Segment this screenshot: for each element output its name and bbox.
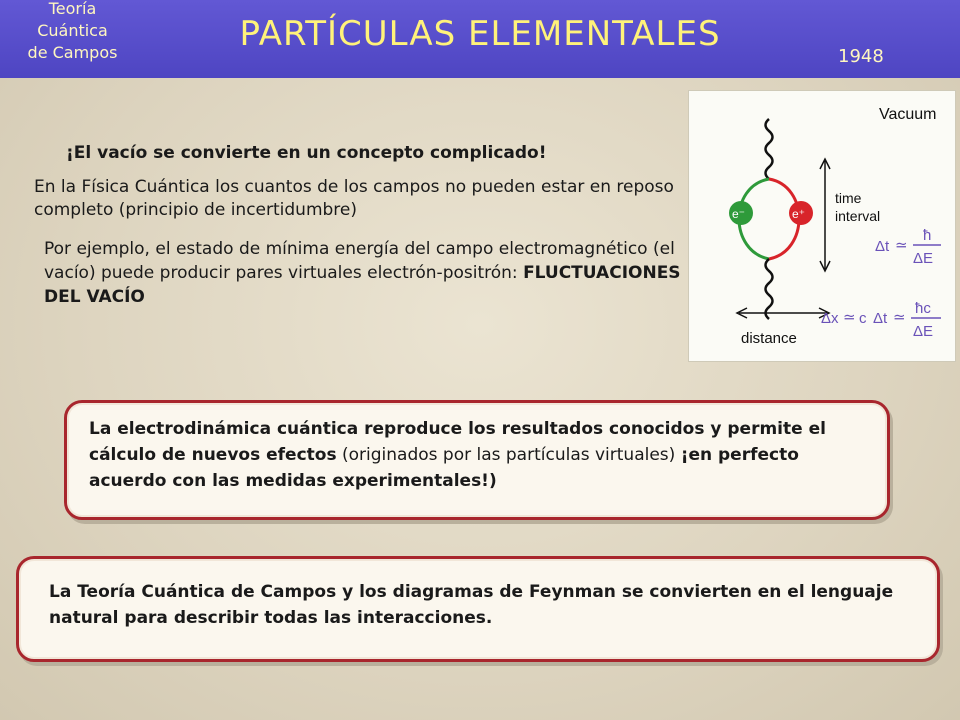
positron-label: e⁺ — [792, 207, 806, 221]
electron-label: e⁻ — [732, 207, 746, 221]
formula2-approx: ≃ — [843, 309, 856, 326]
formula2-delta-t: Δt — [873, 310, 888, 327]
intro-paragraph-2-text: Por ejemplo, el estado de mínima energía del campo electromagnético (el vacío) puede producir pares virtuales electrón-positrón: — [44, 239, 675, 283]
formula2-delta-e: ΔE — [913, 323, 934, 340]
vacuum-fluctuation-figure — [688, 90, 956, 362]
distance-label: distance — [741, 330, 797, 347]
formula2-approx-2: ≃ — [893, 309, 906, 326]
qed-result-bold-1: La electrodinámica cuántica reproduce los resultados conocidos y permite el cálculo de nuevos efectos — [89, 419, 826, 465]
formula1-delta-e: ΔE — [913, 250, 934, 267]
qed-result-text — [89, 416, 879, 494]
qed-result-bold-2: ¡en perfecto acuerdo con las medidas experimentales!) — [89, 445, 799, 491]
qft-language-box — [16, 556, 940, 662]
photon-top-wave — [766, 119, 773, 179]
formula1-hbar: ħ — [923, 227, 932, 244]
formula2-delta-x: Δx — [821, 310, 839, 327]
intro-paragraph-1: En la Física Cuántica los cuantos de los campos no pueden estar en reposo completo (principio de incertidumbre) — [34, 177, 674, 220]
qed-result-box — [64, 400, 890, 520]
page-title: PARTÍCULAS ELEMENTALES — [239, 14, 721, 54]
formula1-delta-t: Δt — [875, 238, 890, 255]
header-bar — [0, 0, 960, 78]
header-subject-line: Cuántica — [37, 21, 108, 40]
header-subject-line: Teoría — [48, 0, 97, 18]
time-label-line2: interval — [835, 208, 881, 224]
header-subject-line: de Campos — [27, 43, 118, 62]
intro-paragraph-2-bold: FLUCTUACIONES DEL VACÍO — [44, 263, 681, 307]
header-subject — [0, 0, 145, 64]
qed-result-normal: (originados por las partículas virtuales) — [336, 445, 681, 465]
feynman-loop-diagram — [689, 91, 955, 361]
intro-paragraph-2 — [44, 237, 684, 309]
formula1-approx: ≃ — [895, 237, 908, 254]
photon-bottom-wave — [766, 259, 773, 319]
vacuum-label: Vacuum — [879, 106, 937, 123]
intro-heading: ¡El vacío se convierte en un concepto complicado! — [66, 143, 547, 163]
formula2-hbar-c: ħc — [915, 300, 931, 317]
formula2-c: c — [859, 310, 867, 327]
time-label-line1: time — [835, 190, 862, 206]
header-year: 1948 — [838, 46, 884, 67]
qft-language-text: La Teoría Cuántica de Campos y los diagramas de Feynman se convierten en el lenguaje natural para describir todas las interacciones. — [49, 582, 894, 628]
